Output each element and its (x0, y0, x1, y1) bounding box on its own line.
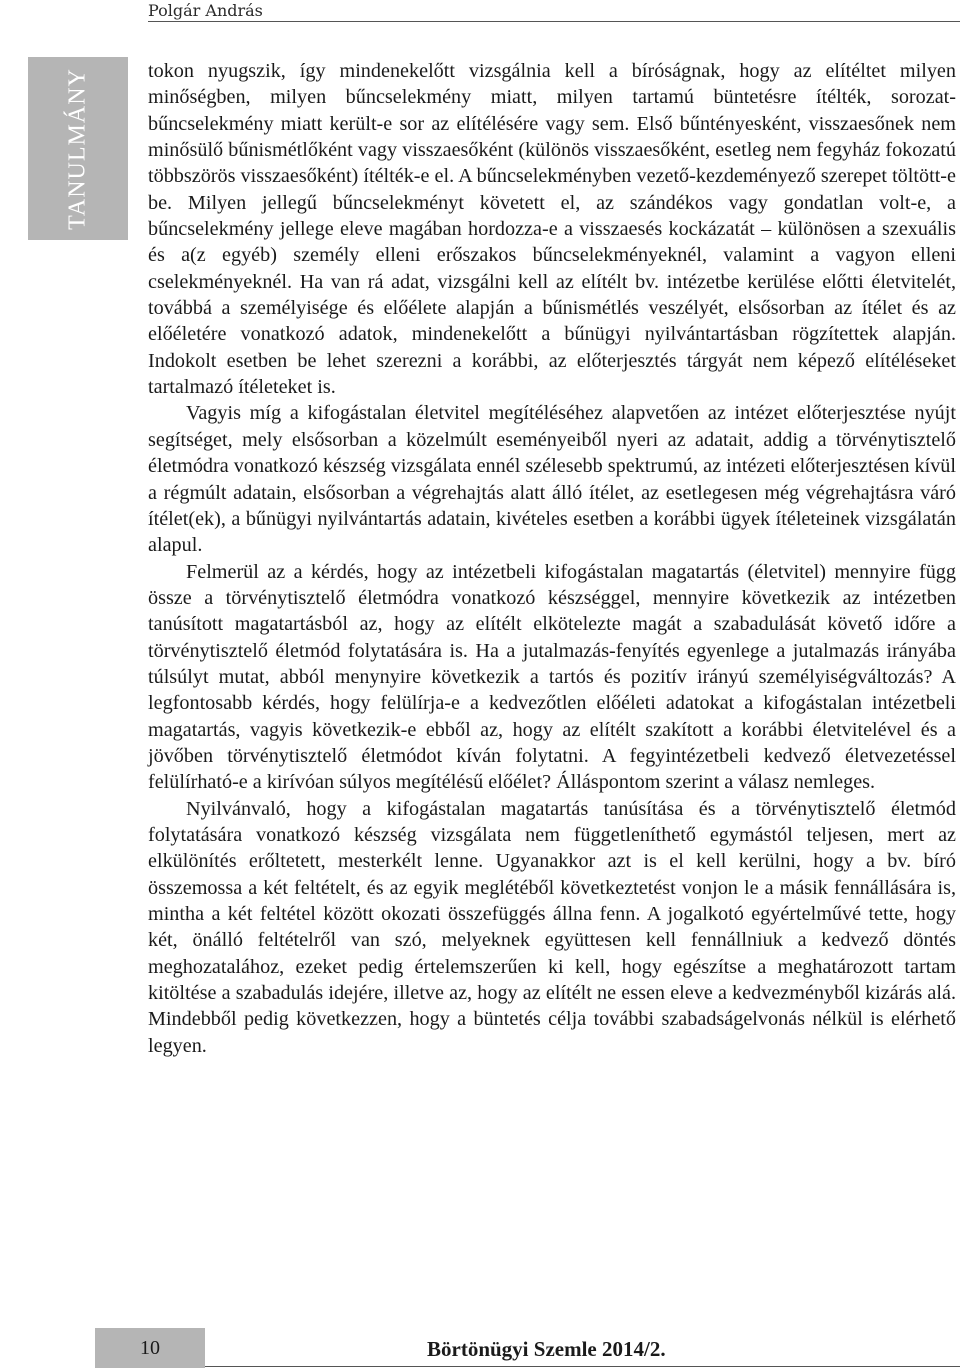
journal-title: Börtönügyi Szemle 2014/2. (427, 1337, 666, 1361)
footer-rule (205, 1366, 960, 1367)
paragraph-3: Felmerül az a kérdés, hogy az intézetbeli kifogástalan magatartás (életvitel) mennyire függ össze a törvénytisztelő életmódra vonatkozó készséggel, mennyire következik az intézetben tanúsított magatartásból az, hogy az elítélt elkötelezte magát a szabadulását követő időre a törvénytisztelő életmód folytatására is. Ha a jutalmazás-fenyítés egyenlege a jutalmazás irányába túlsúlyt mutat, abból menynyire következik a tartós és pozitív irányú személyiségváltozás? A legfontosabb kérdés, hogy felülírja-e a kedvezőtlen előéleti adatokat a kifogástalan intézetbeli magatartás, vagyis következik-e ebből az, hogy az elítélt szakított a korábbi életvitelével és a jövőben törvénytisztelő életmódot kíván folytatni. A fegyintézetbeli kedvező életvezetéssel felülírható-e a kirívóan súlyos megítélésű előélet? Álláspontom szerint a válasz nemleges. (148, 560, 956, 794)
header-rule (148, 21, 960, 22)
article-body (148, 58, 956, 1059)
paragraph-4: Nyilvánvaló, hogy a kifogástalan magatartás tanúsítása és a törvénytisztelő életmód folytatására vonatkozó készség vizsgálata nem függetleníthető egymástól teljesen, mert az elkülönítés erőltetett, mesterkélt lenne. Ugyanakkor azt is el kell kerülni, hogy a bv. bíró összemossa a két feltételt, és az egyik meglétéből következtetést vonjon le a másik fennállására is, mintha a két feltétel között okozati összefüggés állna fenn. A jogalkotó egyértelművé tette, hogy két, önálló feltételről van szó, melyeknek együttesen kell fennállniuk a kedvező döntés meghozatalához, ezeket pedig értelemszerűen ki kell, hogy egészítse a meghatározott tartam kitöltése a szabadulás idejére, illetve az, hogy az elítélt ne essen eleve a kedvezményből kizárás alá. Mindebből pedig következzen, hogy a büntetés célja további szabadságelvonás nélkül is elérhető legyen. (148, 797, 956, 1057)
paragraph-2: Vagyis míg a kifogástalan életvitel megítéléséhez alapvetően az intézet előterjesztése nyújt segítséget, mely elsősorban a közelmúlt eseményeiből nyeri az adatait, addig a törvénytisztelő életmódra vonatkozó készség vizsgálata ennél szélesebb spektrumú, az intézeti előterjesztésen kívül a régmúlt adatain, elsősorban a végrehajtás alatt álló ítélet, az esetlegesen még végrehajtásra váró ítélet(ek), a bűnügyi nyilvántartás adatain, kivételes esetben a korábbi ügyek ítéleteinek vizsgálatán alapul. (148, 402, 956, 557)
running-header-author: Polgár András (148, 1, 263, 20)
page-number-box (95, 1328, 205, 1368)
page-number: 10 (140, 1336, 160, 1359)
section-side-tab (28, 57, 128, 240)
section-side-tab-label: TANULMÁNY (64, 67, 91, 230)
paragraph-1: tokon nyugszik, így mindenekelőtt vizsgálnia kell a bíróságnak, hogy az elítéltet milyen minőségben, milyen bűncselekmény miatt, milyen tartamú büntetésre ítélték, sorozat-bűncselekmény miatt került-e sor az elítélésére vagy sem. Első bűntényesként, visszaesőnek nem minősülő bűnismétlőként vagy visszaesőként (különös visszaesőként, esetleg nem fegyház fokozatú többszörös visszaesőként) ítélték-e el. A bűncselekményben vezető-kezdeményező szerepet töltött-e be. Milyen jellegű bűncselekményt követett el, az szándékos vagy gondatlan volt-e, a bűncselekmény jellege eleve magában hordozza-e a visszaesés kockázatát – különösen a szexuális és a(z egyéb) személy elleni erőszakos bűncselekményeknél, valamint a vagyon elleni cselekményeknél. Ha van rá adat, vizsgálni kell az elítélt bv. intézetbe kerülése előtti életvitelét, továbbá a személyisége és előélete alapján a bűnismétlés veszélyét, elsősorban az ítélet és az előéletére vonatkozó adatok, mindenekelőtt a bűnügyi nyilvántartásban rögzítettek alapján. Indokolt esetben be lehet szerezni a korábbi, az előterjesztés tárgyát nem képező elítéléseket tartalmazó ítéleteket is. (148, 60, 956, 399)
